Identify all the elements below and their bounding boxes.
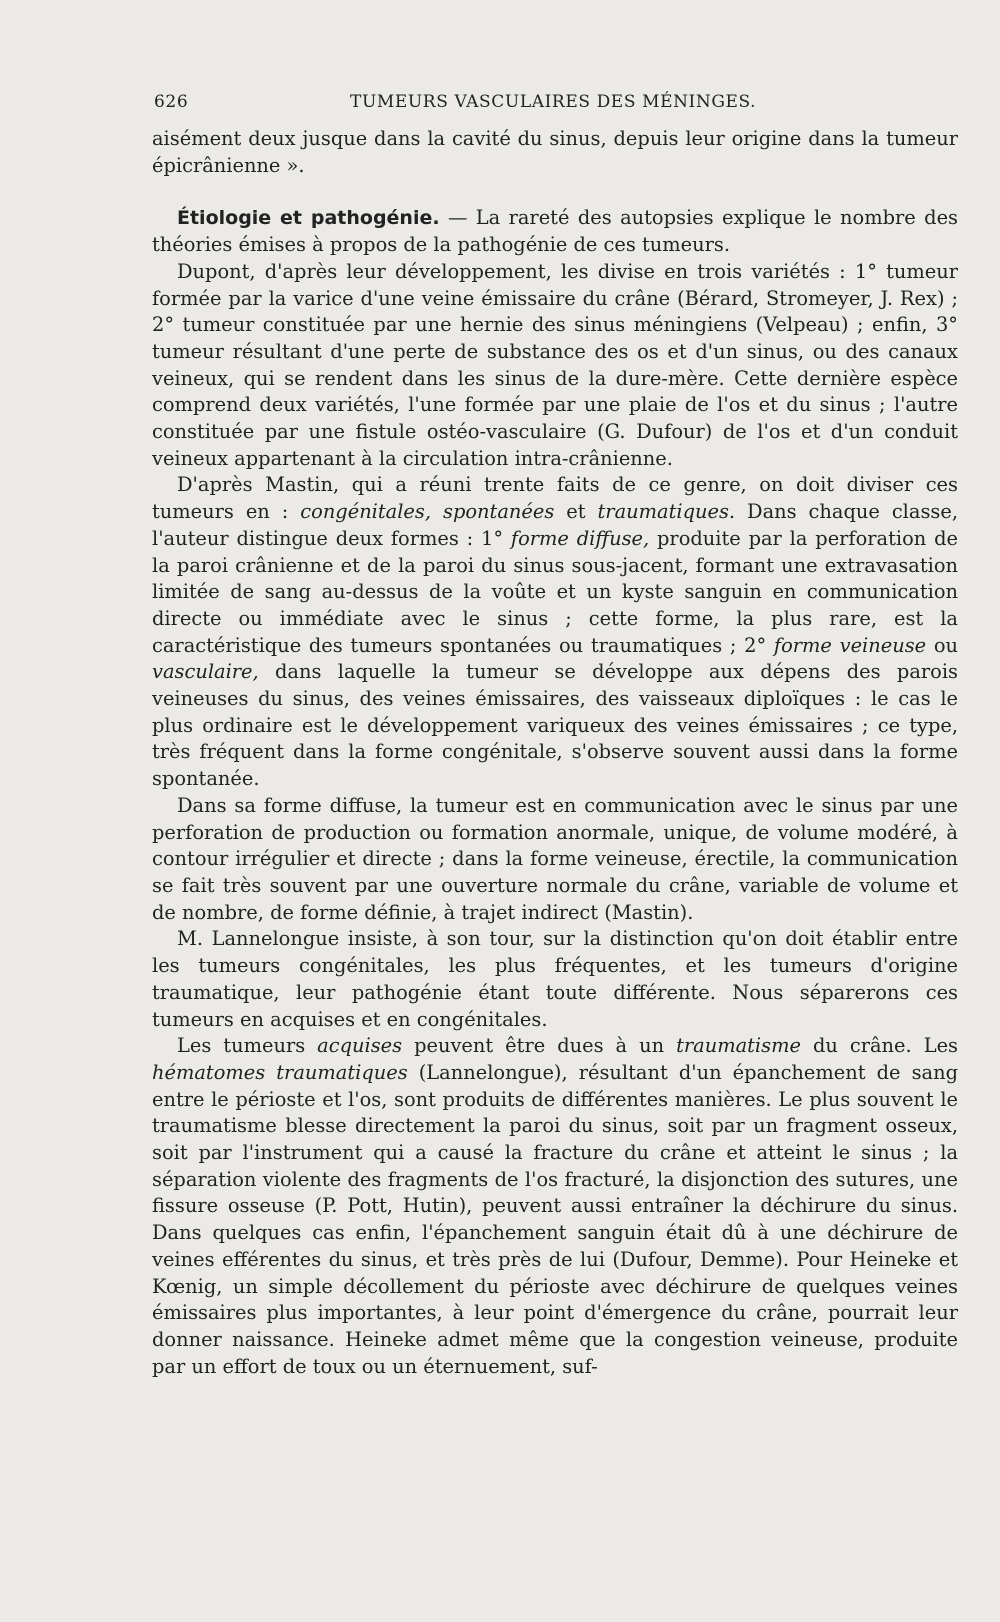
text-run: D'après Mastin, qui a réuni trente faits de ce genre, on doit diviser ces tumeurs en : xyxy=(152,473,958,524)
italic-run: traumatisme xyxy=(676,1034,801,1058)
text-run: dans laquelle la tumeur se développe aux dépens des parois veineuses du sinus, des veines émissaires, des vaisseaux diploïques : le cas le plus ordinaire est le développement variqueux des veines émissaires ; ce type, très fréquent dans la forme congénitale, s'observe souvent aussi dans la forme spontanée. xyxy=(152,660,958,791)
paragraph-lannelongue: M. Lannelongue insiste, à son tour, sur la distinction qu'on doit établir entre les tumeurs congénitales, les plus fréquentes, et les tumeurs d'origine traumatique, leur pathogénie étant toute différente. Nous séparerons ces tumeurs en acquises et en congénitales. xyxy=(152,927,958,1031)
italic-run: forme diffuse, xyxy=(510,526,650,550)
italic-run: traumatiques. xyxy=(597,500,736,524)
section-heading: Étiologie et pathogénie. xyxy=(177,207,440,230)
paragraph-forme-diffuse: Dans sa forme diffuse, la tumeur est en communication avec le sinus par une perforation de production ou formation anormale, unique, de volume modéré, à contour irrégulier et directe ; dans la forme veineuse, érectile, la communication se fait très souvent par une ouverture normale du crâne, variable de volume et de nombre, de forme définie, à trajet indirect (Mastin). xyxy=(152,793,958,924)
paragraph-dupont: Dupont, d'après leur développement, les divise en trois variétés : 1° tumeur formée par la varice d'une veine émissaire du crâne (Bérard, Stromeyer, J. Rex) ; 2° tumeur constituée par une hernie des sinus méningiens (Velpeau) ; enfin, 3° tumeur résultant d'une perte de substance des os et d'un sinus, ou des canaux veineux, qui se rendent dans les sinus de la dure-mère. Cette dernière espèce comprend deux variétés, l'une formée par une plaie de l'os et du sinus ; l'autre constituée par une fistule ostéo-vasculaire (G. Dufour) de l'os et d'un conduit veineux appartenant à la circulation intra-crânienne. xyxy=(152,259,958,470)
italic-run: congénitales, spontanées xyxy=(300,500,555,524)
text-run: et xyxy=(554,500,598,524)
italic-run: forme veineuse xyxy=(773,633,927,657)
text-run: peuvent être dues à un xyxy=(402,1034,677,1058)
paragraph-mastin xyxy=(152,472,958,792)
text-run: ou xyxy=(926,633,958,657)
paragraph-acquises xyxy=(152,1033,958,1380)
paragraph-continuation: aisément deux jusque dans la cavité du sinus, depuis leur origine dans la tumeur épicrânienne ». xyxy=(152,127,958,177)
text-run: produite par la perforation de la paroi crânienne et de la paroi du sinus sous-jacent, formant une extravasation limitée de sang au-dessus de la voûte et un kyste sanguin en communication directe ou immédiate avec le sinus ; cette forme, la plus rare, est la caractéristique des tumeurs spontanées ou traumatiques ; 2° xyxy=(152,526,959,657)
text-run: Dans chaque classe, l'auteur distingue deux formes : 1° xyxy=(152,500,958,550)
page-header xyxy=(154,92,954,118)
page-number: 626 xyxy=(154,92,189,112)
paragraph-etiologie xyxy=(152,205,958,258)
text-run: du crâne. Les xyxy=(800,1034,958,1058)
running-title: TUMEURS VASCULAIRES DES MÉNINGES. xyxy=(350,92,757,112)
paragraph-text: — La rareté des autopsies explique le nombre des théories émises à propos de la pathogénie de ces tumeurs. xyxy=(152,206,958,257)
text-run: (Lannelongue), résultant d'un épanchement de sang entre le périoste et l'os, sont produits de différentes manières. Le plus souvent le traumatisme blesse directement la paroi du sinus, soit par un fragment osseux, soit par l'instrument qui a causé la fracture du crâne et atteint le sinus ; la séparation violente des fragments de l'os fracturé, la disjonction des sutures, une fissure osseuse (P. Pott, Hutin), peuvent aussi entraîner la déchirure du sinus. Dans quelques cas enfin, l'épanchement sanguin était dû à une déchirure de veines efférentes du sinus, et très près de lui (Dufour, Demme). Pour Heineke et Kœnig, un simple décollement du périoste avec déchirure de quelques veines émissaires plus importantes, à leur point d'émergence du crâne, pourrait leur donner naissance. Heineke admet même que la congestion veineuse, produite par un effort de toux ou un éternuement, suf- xyxy=(152,1060,958,1378)
italic-run: hématomes traumatiques xyxy=(152,1060,408,1084)
body-text xyxy=(152,126,958,1380)
text-run: Les tumeurs xyxy=(177,1034,318,1058)
paragraph-gap xyxy=(152,179,958,205)
italic-run: acquises xyxy=(317,1034,403,1058)
italic-run: vasculaire, xyxy=(152,660,259,684)
